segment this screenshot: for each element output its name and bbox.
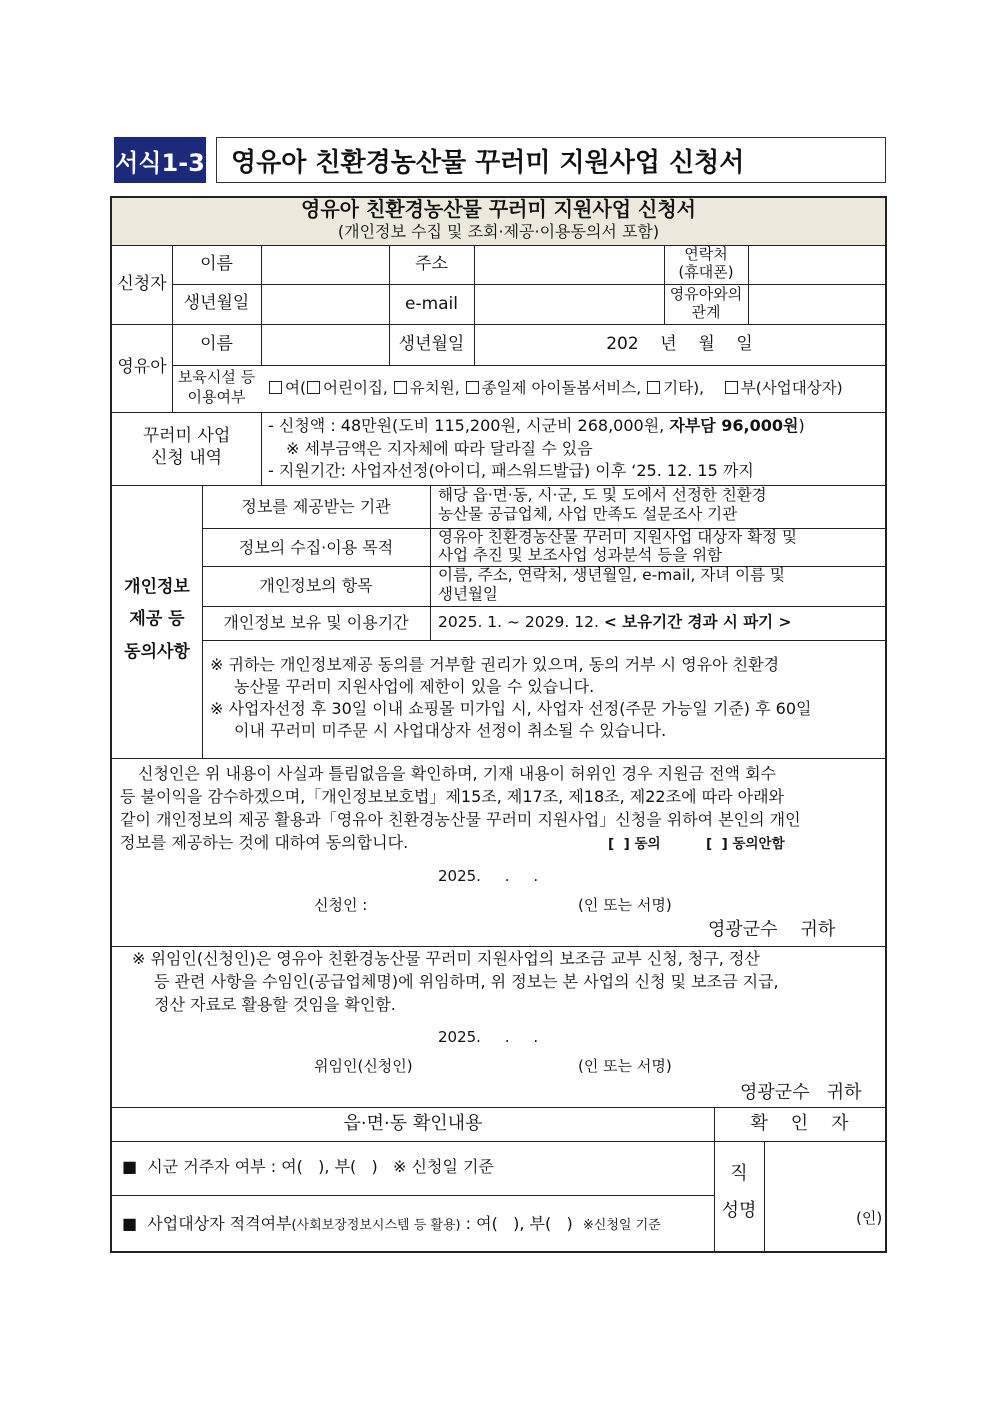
delegation-addressee: 영광군수 귀하 (740, 1082, 862, 1103)
delegation-line-2: 등 관련 사항을 수임인(공급업체명)에 위임하며, 위 정보는 본 사업의 신청 및 보조금 지급, (154, 972, 779, 991)
checker-position-label: 직 (730, 1163, 748, 1184)
delegation-seal[interactable]: (인 또는 서명) (578, 1057, 672, 1075)
delegation-signer-field[interactable] (422, 1053, 572, 1077)
applicant-birth-label: 생년월일 (183, 293, 250, 313)
checker-name-label: 성명 (721, 1200, 757, 1221)
agree-checkbox[interactable]: [ ] 동의 (608, 836, 661, 852)
package-period-line: - 지원기간: 사업자선정(아이디, 패스워드발급) 이후 ‘25. 12. 15 까지 (268, 461, 754, 480)
facility-sublabel: 이용여부 (187, 388, 246, 406)
package-label: 꾸러미 사업 (142, 426, 231, 446)
checker-seal[interactable]: (인) (856, 1209, 883, 1227)
applicant-address-field[interactable] (475, 246, 664, 324)
package-note-line: ※ 세부금액은 지자체에 따라 달라질 수 있음 (286, 439, 593, 458)
option-no-label: 부(사업대상자) (740, 379, 843, 397)
declaration-signer-field[interactable] (382, 892, 572, 916)
document-title: 영유아 친환경농산물 꾸러미 지원사업 신청서 (216, 137, 886, 183)
privacy-row-recipient-value-2: 농산물 공급업체, 사업 만족도 설문조사 기관 (438, 505, 738, 523)
option-childcare-label: 종일제 아이돌봄서비스, (481, 379, 642, 397)
confirm-residence-item[interactable]: ■ 시군 거주자 여부 : 여( ), 부( ) ※ 신청일 기준 (122, 1157, 494, 1176)
privacy-notice-1: ※ 귀하는 개인정보제공 동의를 거부할 권리가 있으며, 동의 거부 시 영유아 친환경 (210, 655, 780, 674)
privacy-row-recipient-key: 정보를 제공받는 기관 (241, 497, 391, 516)
applicant-contact-sublabel: (휴대폰) (678, 263, 734, 281)
checker-signature-field[interactable] (765, 1142, 885, 1253)
applicant-label: 신청자 (117, 274, 167, 294)
declaration-seal[interactable]: (인 또는 서명) (578, 896, 672, 914)
confirm-eligibility-item[interactable]: ■ 사업대상자 적격여부(사회보장정보시스템 등 활용) : 여( ), 부( ) ※신청일 기준 (122, 1214, 661, 1233)
confirm-header: 읍·면·동 확인내용 (343, 1113, 483, 1134)
declaration-date[interactable]: 2025. . . (438, 867, 539, 885)
privacy-row-items-value: 이름, 주소, 연락처, 생년월일, e-mail, 자녀 이름 및 (438, 566, 786, 584)
option-daycare-label: 어린이집, (323, 379, 388, 397)
declaration-signer-label: 신청인 : (314, 896, 368, 914)
option-yes-label: 여( (285, 379, 307, 397)
infant-name-field[interactable] (262, 325, 389, 365)
infant-birth-value[interactable]: 202 년 월 일 (606, 334, 753, 354)
declaration-line-4: 정보를 제공하는 것에 대하여 동의합니다. (120, 833, 409, 852)
privacy-row-purpose-value: 영유아 친환경농산물 꾸러미 지원사업 대상자 확정 및 (438, 528, 797, 546)
privacy-notice-1b: 농산물 꾸러미 지원사업에 제한이 있을 수 있습니다. (234, 677, 595, 696)
disagree-checkbox[interactable]: [ ] 동의안함 (706, 836, 785, 852)
checkbox-kindergarten[interactable] (394, 381, 407, 394)
privacy-period-value: 2025. 1. ~ 2029. 12. < 보유기간 경과 시 파기 > (438, 613, 792, 631)
applicant-email-label: e-mail (404, 294, 459, 314)
option-kindergarten-label: 유치원, (409, 379, 460, 397)
applicant-birth-field[interactable] (262, 285, 389, 324)
checkbox-yes[interactable] (269, 381, 282, 394)
checkbox-childcare-service[interactable] (466, 381, 479, 394)
privacy-row-items-key: 개인정보의 항목 (259, 576, 373, 595)
table-title: 영유아 친환경농산물 꾸러미 지원사업 신청서 (301, 197, 696, 221)
package-sublabel: 신청 내역 (150, 448, 223, 468)
privacy-row-recipient-value: 해당 읍·면·동, 시·군, 도 및 도에서 선정한 친환경 (438, 486, 767, 504)
delegation-line-3: 정산 자료로 활용할 것임을 확인함. (154, 995, 396, 1014)
facility-label: 보육시설 등 (177, 368, 256, 386)
applicant-contact-field[interactable] (749, 246, 885, 284)
privacy-label: 개인정보 (124, 577, 190, 597)
form-code-badge: 서식1-3 (114, 137, 206, 183)
applicant-address-label: 주소 (415, 254, 448, 274)
applicant-relation-sublabel: 관계 (691, 303, 721, 321)
delegation-line-1: ※ 위임인(신청인)은 영유아 친환경농산물 꾸러미 지원사업의 보조금 교부 신청, 청구, 정산 (132, 949, 760, 968)
applicant-contact-label: 연락처 (684, 245, 728, 263)
package-amount-line: - 신청액 : 48만원(도비 115,200원, 시군비 268,000원, 자부담 96,000원) (268, 416, 805, 435)
privacy-row-purpose-key: 정보의 수집·이용 목적 (238, 538, 394, 557)
declaration-line-2: 등 불이익을 감수하겠으며,「개인정보보호법」제15조, 제17조, 제18조, 제22조에 따라 아래와 (120, 787, 784, 806)
privacy-label-2: 제공 등 (129, 609, 185, 629)
privacy-label-3: 동의사항 (124, 642, 190, 662)
privacy-period-key: 개인정보 보유 및 이용기간 (223, 613, 409, 632)
applicant-relation-field[interactable] (749, 285, 885, 324)
privacy-row-purpose-value-2: 사업 추진 및 보조사업 성과분석 등을 위함 (438, 546, 723, 564)
delegation-date[interactable]: 2025. . . (438, 1028, 539, 1046)
checkbox-other[interactable] (647, 381, 660, 394)
table-subtitle: (개인정보 수집 및 조회·제공·이용동의서 포함) (337, 222, 660, 241)
privacy-notice-2b: 이내 꾸러미 미주문 시 사업대상자 선정이 취소될 수 있습니다. (234, 721, 667, 740)
applicant-relation-label: 영유아와의 (669, 285, 743, 303)
option-other-label: 기타), (663, 379, 705, 397)
infant-label: 영유아 (117, 357, 167, 377)
applicant-name-field[interactable] (262, 246, 389, 284)
checkbox-daycare[interactable] (307, 381, 320, 394)
application-form-table (110, 196, 887, 1253)
checker-header: 확 인 자 (750, 1113, 849, 1134)
applicant-name-label: 이름 (200, 254, 233, 274)
delegation-signer-label: 위임인(신청인) (314, 1057, 413, 1075)
declaration-line-3: 같이 개인정보의 제공 활용과「영유아 친환경농산물 꾸러미 지원사업」신청을 위하여 본인의 개인 (120, 810, 801, 829)
facility-options (268, 380, 843, 397)
privacy-row-items-value-2: 생년월일 (438, 585, 498, 603)
privacy-notice-2: ※ 사업자선정 후 30일 이내 쇼핑몰 미가입 시, 사업자 선정(주문 가능일 기준) 후 60일 (210, 699, 812, 718)
checkbox-no[interactable] (725, 381, 738, 394)
infant-name-label: 이름 (200, 334, 233, 354)
infant-birth-label: 생년월일 (398, 334, 465, 354)
declaration-line-1: 신청인은 위 내용이 사실과 틀림없음을 확인하며, 기재 내용이 허위인 경우 지원금 전액 회수 (138, 764, 776, 783)
declaration-addressee: 영광군수 귀하 (708, 919, 836, 940)
